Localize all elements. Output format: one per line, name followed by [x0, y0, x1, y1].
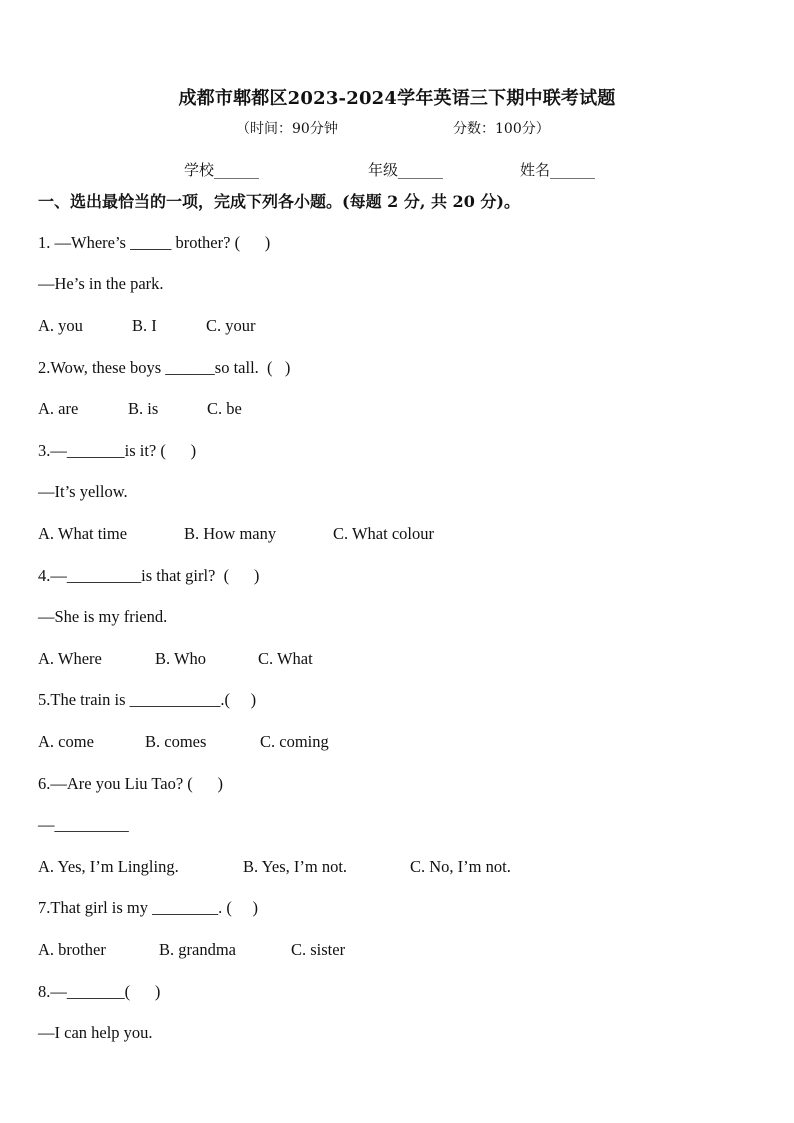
exam-title: 成都市郫都区2023-2024学年英语三下期中联考试题	[178, 88, 616, 109]
school-field: 学校______	[184, 161, 260, 179]
option-b: B. How many	[184, 524, 277, 543]
option-b: B. Yes, I’m not.	[243, 857, 348, 876]
option-c: C. your	[206, 316, 256, 335]
question-reply: —_________	[38, 815, 129, 834]
exam-score: 分数：100分）	[453, 121, 550, 137]
option-c: C. No, I’m not.	[410, 857, 511, 876]
option-c: C. sister	[291, 940, 346, 959]
question-stem: 8.—_______( )	[38, 982, 161, 1001]
question-reply: —It’s yellow.	[38, 482, 128, 501]
option-b: B. grandma	[159, 940, 236, 959]
option-a: A. are	[38, 399, 79, 418]
option-a: A. What time	[38, 524, 128, 543]
option-a: A. brother	[38, 940, 106, 959]
option-a: A. you	[38, 316, 83, 335]
question-stem: 7.That girl is my ________. ( )	[38, 898, 258, 917]
exam-time: （时间：90分钟	[236, 121, 338, 137]
option-b: B. Who	[155, 649, 207, 668]
question-reply: —He’s in the park.	[38, 274, 164, 293]
option-a: A. Where	[38, 649, 102, 668]
grade-field: 年级______	[368, 161, 444, 179]
section-heading: 一、选出最恰当的一项，完成下列各小题。(每题 2 分, 共 20 分)。	[38, 192, 520, 211]
option-c: C. be	[207, 399, 242, 418]
name-field: 姓名______	[520, 161, 596, 179]
option-b: B. I	[132, 316, 157, 335]
question-reply: —She is my friend.	[38, 607, 168, 626]
question-reply: —I can help you.	[38, 1023, 153, 1042]
option-c: C. What colour	[333, 524, 434, 543]
question-stem: 2.Wow, these boys ______so tall. ( )	[38, 358, 291, 377]
option-b: B. comes	[145, 732, 207, 751]
option-b: B. is	[128, 399, 159, 418]
question-stem: 1. —Where’s _____ brother? ( )	[38, 233, 271, 252]
question-stem: 4.—_________is that girl? ( )	[38, 566, 260, 585]
option-a: A. come	[38, 732, 94, 751]
question-stem: 5.The train is ___________.( )	[38, 690, 257, 709]
option-a: A. Yes, I’m Lingling.	[38, 857, 179, 876]
option-c: C. coming	[260, 732, 329, 751]
option-c: C. What	[258, 649, 313, 668]
question-stem: 6.—Are you Liu Tao? ( )	[38, 774, 224, 793]
question-stem: 3.—_______is it? ( )	[38, 441, 197, 460]
